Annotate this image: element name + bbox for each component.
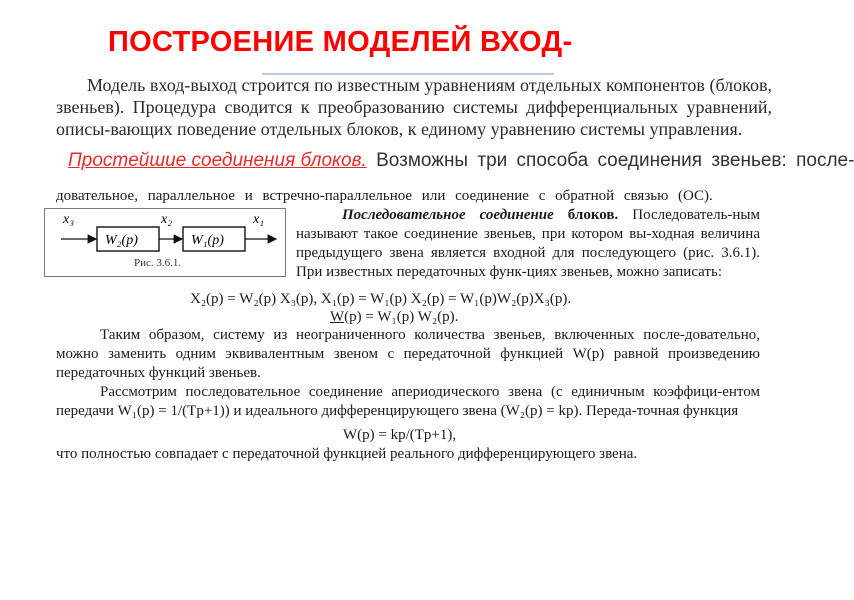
equation-2 [330,308,458,327]
block-w2-label: W₂(p) [105,233,138,248]
summary-paragraph: Таким образом, систему из неограниченного количества звеньев, включенных после-довательно, можно заменить одним эквивалентным звеном с передаточной функцией W(p) равной произведению передаточных функций звеньев. [56,327,760,381]
equation-3: W(p) = kp/(Tp+1), [343,427,457,443]
figure-caption: Рис. 3.6.1. [134,257,182,269]
slide-title: ПОСТРОЕНИЕ МОДЕЛЕЙ ВХОД- [108,26,573,58]
label-x3: x₃ [63,212,75,227]
series-heading: Последовательное соединение [342,207,554,223]
equation-2-w: W [330,309,345,325]
subheading-line [68,150,854,172]
final-sentence: что полностью совпадает с передаточной функцией реального дифференцирующего звена. [56,446,638,462]
example-paragraph: Рассмотрим последовательное соединение апериодического звена (с единичным коэффици-ентом передачи W₁(p) = 1/(Tp+1)) и идеального дифференцирующего звена (W₂(p) = kp). Переда-точная функция [56,384,760,419]
subheading: Простейшие соединения блоков. [68,150,367,171]
equation-1: X₂(p) = W₂(p) X₃(p), X₁(p) = W₁(p) X₂(p) = W₁(p)W₂(p)X₃(p). [190,291,572,307]
series-text: Последователь-ным называют такое соединение звеньев, при котором вы-ходная величина предыдущего звена является входной для последующего (рис. 3.6.1). При известных передаточных функ-циях звеньев, можно записать: [296,207,761,280]
block-diagram-figure [44,208,286,277]
equation-2-rest: (p) = W₁(p) W₂(p). [344,309,459,325]
label-x1: x₁ [253,212,265,227]
label-x2: x₂ [161,212,173,227]
block-w1-label: W₁(p) [191,233,224,248]
intro-text: Модель вход-выход строится по известным уравнениям отдельных компонентов (блоков, звеньев). Процедура сводится к преобразованию системы дифференциальных уравнений, описы-вающих поведение отдельных блоков, к единому уравнению системы управления. [56,75,772,139]
intro-paragraph [56,74,772,140]
connection-types-line: довательное, параллельное и встречно-параллельное или соединение с обратной связью (ОС). [56,188,713,204]
series-heading-tail: блоков. [553,207,619,223]
series-connection-paragraph [296,206,760,282]
subheading-rest: Возможны три способа соединения звеньев: после- [366,150,854,171]
